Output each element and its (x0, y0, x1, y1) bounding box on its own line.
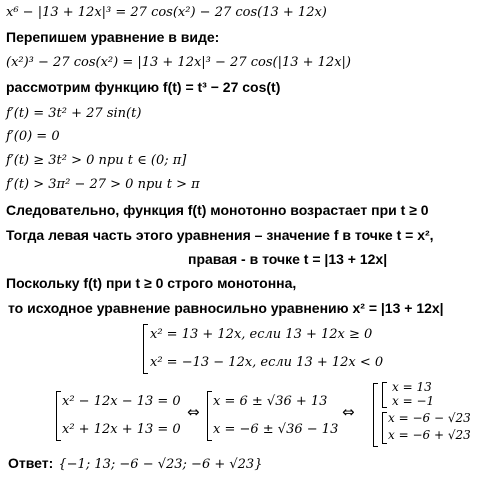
system4-row2: x = −1 (392, 394, 435, 408)
system2-row1: x² − 12x − 13 = 0 (62, 394, 181, 409)
system-bracket (143, 324, 148, 374)
text-monotonic: Следовательно, функция f(t) монотонно возрастает при t ≥ 0 (6, 202, 429, 218)
system-bracket (56, 391, 61, 441)
system-bracket (382, 382, 387, 408)
equation-original: x⁶ − |13 + 12x|³ = 27 cos(x²) − 27 cos(13 + 12x) (6, 5, 327, 20)
answer-line (8, 455, 262, 471)
system1-row2: x² = −13 − 12x, если 13 + 12x < 0 (150, 355, 384, 370)
text-equivalent-equation: то исходное уравнение равносильно уравнению x² = |13 + 12x| (8, 300, 444, 316)
system2-row2: x² + 12x + 13 = 0 (62, 422, 181, 437)
system4-row1: x = 13 (392, 380, 432, 394)
answer-value: {−1; 13; −6 − √23; −6 + √23} (58, 457, 263, 472)
system1-row1: x² = 13 + 12x, если 13 + 12x ≥ 0 (150, 327, 373, 342)
text-left-side: Тогда левая часть этого уравнения – значение f в точке t = x², (6, 227, 434, 243)
text-strictly-monotonic: Поскольку f(t) при t ≥ 0 строго монотонна, (6, 275, 297, 291)
answer-label: Ответ: (8, 455, 54, 471)
text-rewrite-intro: Перепишем уравнение в виде: (6, 29, 220, 45)
system-bracket (382, 412, 387, 444)
equation-derivative: f′(t) = 3t² + 27 sin(t) (6, 106, 142, 121)
text-consider-function: рассмотрим функцию f(t) = t³ − 27 cos(t) (6, 79, 281, 95)
system3-row2: x = −6 ± √36 − 13 (213, 422, 339, 437)
equation-rewritten: (x²)³ − 27 cos(x²) = |13 + 12x|³ − 27 cos(|13 + 12x|) (6, 55, 351, 70)
equivalence-arrow: ⇔ (187, 403, 200, 421)
system4-row4: x = −6 + √23 (388, 428, 471, 442)
inequality-derivative-large: f′(t) > 3π² − 27 > 0 при t > π (6, 177, 200, 192)
system4-row3: x = −6 − √23 (388, 411, 471, 425)
equivalence-arrow: ⇔ (342, 403, 355, 421)
system-bracket (373, 383, 378, 447)
system3-row1: x = 6 ± √36 + 13 (213, 394, 328, 409)
system-bracket (207, 391, 212, 441)
inequality-derivative-small: f′(t) ≥ 3t² > 0 при t ∈ (0; π] (6, 153, 187, 168)
equation-derivative-zero: f′(0) = 0 (6, 129, 60, 144)
text-right-side: правая - в точке t = |13 + 12x| (188, 251, 388, 267)
